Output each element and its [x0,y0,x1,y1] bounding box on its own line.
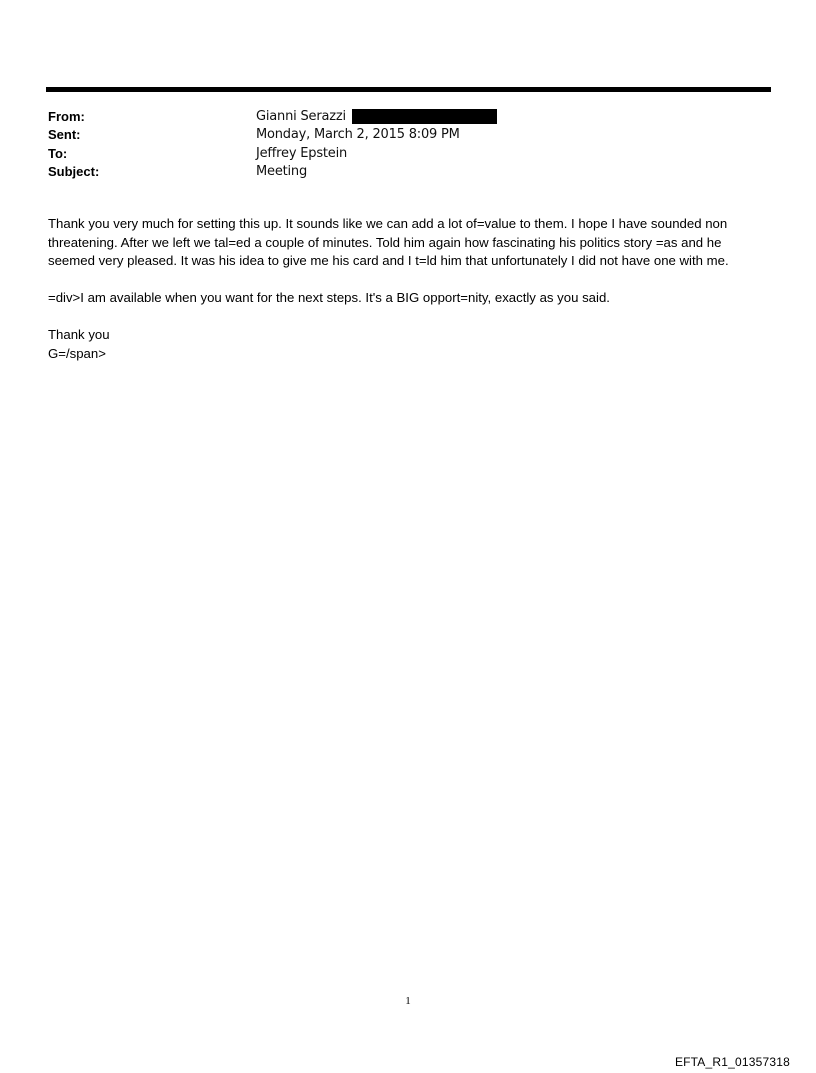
header-row-to [48,144,768,163]
closing-line-1: Thank you [48,327,110,342]
from-value [256,109,497,124]
header-row-sent [48,126,768,145]
to-label: To: [48,145,68,161]
sender-name: Gianni Serazzi [256,108,346,124]
to-value: Jeffrey Epstein [256,145,348,161]
header-row-from [48,107,768,126]
redaction-box [352,109,497,124]
subject-value: Meeting [256,164,308,180]
from-label: From: [48,108,85,124]
sent-value: Monday, March 2, 2015 8:09 PM [256,127,460,143]
body-paragraph-2: =div>I am available when you want for the next steps. It's a BIG opport=nity, exactly as you said. [48,290,610,305]
closing-line-2: G=/span> [48,345,106,361]
email-header [48,107,768,181]
header-row-subject [48,163,768,182]
document-id: EFTA_R1_01357318 [674,1055,790,1069]
sent-label: Sent: [48,127,81,143]
subject-label: Subject: [48,164,100,180]
email-body [48,215,768,363]
page-number: 1 [405,995,411,1007]
header-divider-rule [46,87,771,92]
body-paragraph-1: Thank you very much for setting this up. It sounds like we can add a lot of=value to them. I hope I have sounded non threatening. After we left we tal=ed a couple of minutes. Told him again how fascinating his politics story =as and he seemed very pleased. It was his idea to give me his card and I t=ld him that unfortunately I did not have one with me. [48,216,729,268]
